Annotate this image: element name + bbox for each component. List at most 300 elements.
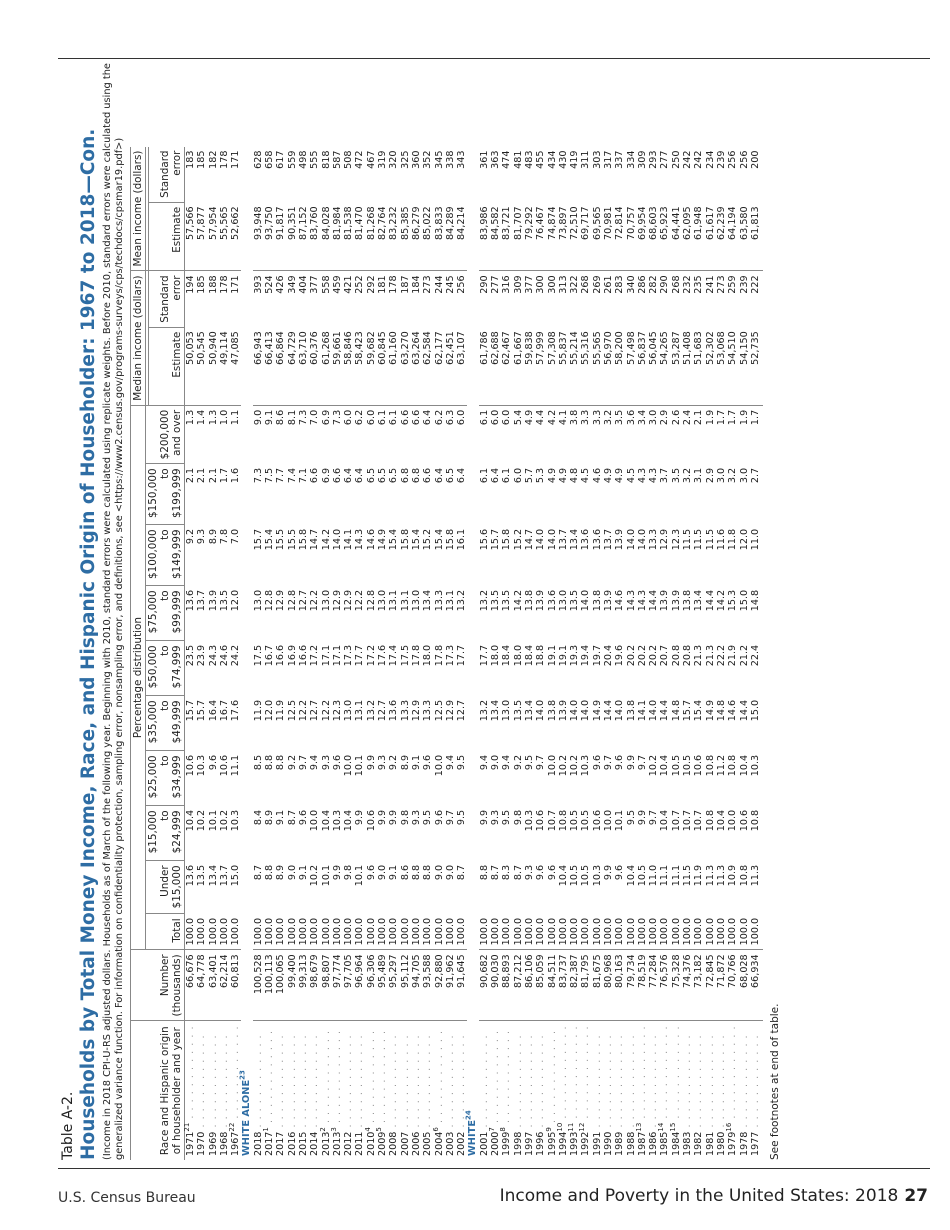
cell-median-estimate: 52,735 [750,327,763,405]
cell-total: 100.0 [705,914,716,950]
cell-mean-se: 242 [693,150,705,169]
cell-b6: 12.8 [264,589,276,612]
cell-b8: 3.2 [727,467,739,484]
row-year-footnote: 5 [374,1127,383,1132]
table-row [603,147,614,1160]
cell-b8: 4.5 [580,467,592,484]
cell-mean-estimate: 86,279 [411,202,422,271]
cell-b3: 9.9 [625,754,637,771]
cell-b1: 10.2 [309,864,321,887]
cell-b7: 13.3 [648,528,660,551]
row-year [705,1021,716,1160]
cell-b3: 9.7 [297,754,309,771]
row-year-footnote: 6 [431,1127,440,1132]
cell-mean-se: 360 [410,150,422,169]
cell-b1: 9.3 [523,864,535,881]
cell-b1: 13.6 [185,864,196,887]
cell-b6: 13.1 [399,589,411,612]
cell-b5: 19.1 [557,644,569,667]
cell-number: 100,528 [253,950,264,1021]
cell-b5: 22.4 [749,644,761,667]
table-row [309,147,320,1160]
cell-b2: 10.4 [659,809,671,832]
cell-b1: 8.9 [275,864,287,881]
cell-b5: 24.3 [207,644,219,667]
row-year [659,1021,670,1160]
cell-b9: 3.3 [580,409,592,426]
table-title: Households by Total Money Income, Race, and Hispanic Origin of Householder: 1967 to 2018—Con. [78,128,99,1160]
cell-mean-se: 178 [218,150,230,169]
row-year-footnote: 21 [182,1122,191,1132]
table-row [558,147,569,1160]
cell-b3: 9.6 [422,754,434,771]
cell-b1: 9.0 [377,864,389,881]
cell-b3: 10.3 [196,754,208,777]
cell-number: 74,376 [682,950,693,1021]
cell-b6: 12.9 [343,589,355,612]
cell-number: 93,588 [422,950,433,1021]
cell-b8: 4.8 [569,467,581,484]
cell-b3: 9.0 [490,754,502,771]
cell-b9: 7.0 [309,409,321,426]
cell-b6: 13.0 [252,589,264,612]
cell-b6: 13.5 [490,589,502,612]
cell-total: 100.0 [750,914,763,950]
cell-median-estimate: 55,316 [580,327,591,405]
cell-b9: 3.4 [636,409,648,426]
leader-dots: . . . . . . . . . . . . [422,1034,434,1132]
cell-b9: 6.2 [433,409,445,426]
leader-dots: . . . . . . . . . . . . [749,1034,761,1132]
row-year [182,1021,197,1160]
cell-b9: 3.8 [569,409,581,426]
cell-b5: 17.2 [309,644,321,667]
cell-number: 96,964 [354,950,365,1021]
cell-b6: 13.1 [444,589,456,612]
cell-b2: 9.9 [377,809,389,826]
row-year-footnote: 12 [578,1122,587,1132]
cell-number: 92,880 [434,950,445,1021]
cell-mean-estimate: 81,984 [332,202,343,271]
cell-b3: 11.2 [715,754,727,777]
cell-b1: 11.0 [648,864,660,887]
cell-number: 80,163 [614,950,625,1021]
cell-median-se: 459 [331,275,343,294]
row-year-label: 2015 [297,1131,309,1156]
table-row [400,147,411,1160]
cell-b1: 8.3 [501,864,513,881]
cell-b9: 4.2 [546,409,558,426]
leader-dots: . . . . . . . . . . . . [399,1034,411,1132]
row-year-label: 2000 [490,1131,502,1156]
cell-median-se: 313 [557,275,569,294]
row-year [513,1021,524,1160]
cell-total: 100.0 [208,914,219,950]
row-year-label: 2001 [478,1131,490,1156]
cell-b1: 9.1 [388,864,400,881]
table-row [241,147,252,1160]
cell-mean-se: 361 [478,150,490,169]
cell-total: 100.0 [309,914,320,950]
cell-b3: 9.5 [523,754,535,771]
cell-median-se: 194 [185,275,196,294]
cell-b2: 9.9 [478,809,490,826]
cell-b8: 6.4 [354,467,366,484]
cell-mean-se: 171 [230,150,242,169]
cell-mean-estimate: 63,580 [739,202,750,271]
table-row [739,147,750,1160]
cell-mean-estimate: 73,897 [558,202,569,271]
cell-b8: 5.7 [523,467,535,484]
cell-b4: 11.9 [252,699,264,722]
cell-median-estimate: 54,265 [659,327,670,405]
cell-b5: 17.8 [433,644,445,667]
cell-b5: 20.2 [636,644,648,667]
cell-b9: 1.9 [704,409,716,426]
cell-b1: 11.5 [682,864,694,887]
cell-b3: 9.4 [444,754,456,771]
cell-b6: 12.8 [365,589,377,612]
cell-median-se: 322 [569,275,581,294]
cell-b5: 18.4 [523,644,535,667]
cell-b5: 21.3 [704,644,716,667]
cell-b4: 12.2 [297,699,309,722]
cell-b7: 15.6 [478,528,490,551]
cell-b4: 13.4 [523,699,535,722]
leader-dots: . . . . . . . . . . . . [331,1029,343,1128]
cell-b1: 10.9 [727,864,739,887]
cell-b2: 9.9 [636,809,648,826]
cell-b7: 13.9 [614,528,626,551]
cell-b7: 12.3 [670,528,682,551]
cell-b7: 11.5 [704,528,716,551]
cell-b6: 14.3 [625,589,637,612]
cell-median-estimate: 56,045 [648,327,659,405]
header-median-income: Median income (dollars) [131,271,146,405]
leader-dots: . . . . . . . . . . . . [670,1025,682,1123]
leader-dots: . . . . . . . . . . . . [264,1029,276,1128]
cell-total: 100.0 [524,914,535,950]
header-mean-estimate: Estimate [149,202,185,271]
cell-b8: 4.9 [614,467,626,484]
cell-total: 100.0 [434,914,445,950]
leader-dots: . . . . . . . . . . . . [738,1034,750,1132]
cell-mean-se: 239 [715,150,727,169]
table-row [479,147,490,1160]
cell-mean-se: 200 [749,150,761,169]
cell-mean-se: 345 [433,150,445,169]
row-year-footnote: 15 [668,1122,677,1132]
cell-median-se: 300 [535,275,547,294]
row-year [580,1021,591,1160]
footer-title [500,1186,928,1206]
cell-b3: 10.0 [343,754,355,777]
cell-b4: 16.7 [218,699,230,722]
cell-mean-se: 185 [196,150,208,169]
cell-b3: 10.3 [580,754,592,777]
row-year [592,1021,603,1160]
cell-mean-estimate: 81,470 [354,202,365,271]
cell-number: 96,306 [366,950,377,1021]
cell-median-estimate: 50,053 [185,327,197,405]
table-row [535,147,546,1160]
cell-median-estimate: 61,667 [513,327,524,405]
section-heading [241,147,252,1160]
cell-b3: 10.6 [693,754,705,777]
cell-median-estimate: 55,214 [569,327,580,405]
cell-b5: 20.8 [670,644,682,667]
cell-b7: 12.0 [738,528,750,551]
cell-median-estimate: 66,864 [275,327,286,405]
cell-median-se: 245 [444,275,456,294]
leader-dots: . . . . . . . . . . . . [546,1029,558,1128]
cell-median-estimate: 57,999 [535,327,546,405]
cell-b2: 10.3 [331,809,343,832]
cell-median-se: 241 [704,275,716,294]
cell-b3: 10.6 [185,754,196,777]
cell-number: 70,766 [727,950,738,1021]
cell-total: 100.0 [580,914,591,950]
cell-b2: 8.4 [252,809,264,826]
row-year [275,1021,286,1160]
cell-median-se: 268 [670,275,682,294]
cell-b7: 14.9 [377,528,389,551]
cell-b7: 9.3 [196,528,208,545]
cell-b8: 6.4 [456,467,468,484]
cell-mean-se: 472 [354,150,366,169]
cell-b4: 17.6 [230,699,242,722]
table-row [626,147,637,1160]
cell-b6: 14.3 [636,589,648,612]
row-year [400,1021,411,1160]
cell-b8: 1.7 [218,467,230,484]
cell-mean-estimate: 93,750 [264,202,275,271]
cell-b5: 16.9 [286,644,298,667]
cell-b1: 10.8 [738,864,750,887]
cell-b2: 9.7 [648,809,660,826]
row-year [354,1021,365,1160]
leader-dots: . . . . . . . . . . . . [275,1034,287,1132]
cell-median-estimate: 55,837 [558,327,569,405]
cell-b4: 13.2 [478,699,490,722]
cell-b1: 11.1 [659,864,671,887]
cell-number: 99,400 [287,950,298,1021]
cell-total: 100.0 [253,914,264,950]
cell-b5: 17.5 [252,644,264,667]
cell-b8: 4.9 [546,467,558,484]
cell-number: 85,059 [535,950,546,1021]
cell-median-estimate: 51,683 [693,327,704,405]
cell-total: 100.0 [230,914,241,950]
cell-median-se: 292 [365,275,377,294]
cell-b1: 9.6 [614,864,626,881]
cell-b4: 14.0 [535,699,547,722]
cell-mean-se: 455 [535,150,547,169]
cell-b2: 10.1 [614,809,626,832]
cell-median-estimate: 61,268 [321,327,332,405]
cell-b8: 6.1 [478,467,490,484]
cell-b5: 23.9 [196,644,208,667]
cell-b8: 6.4 [490,467,502,484]
table-row [637,147,648,1160]
cell-total: 100.0 [287,914,298,950]
row-year [287,1021,298,1160]
cell-b1: 9.6 [535,864,547,881]
cell-total: 100.0 [185,914,197,950]
cell-b4: 15.0 [749,699,761,722]
cell-b9: 1.7 [727,409,739,426]
cell-b7: 14.6 [365,528,377,551]
row-year [487,1021,502,1160]
cell-median-se: 268 [580,275,592,294]
cell-b2: 9.5 [625,809,637,826]
leader-dots: . . . . . . . . . . . . [569,1025,581,1123]
cell-median-estimate: 59,838 [524,327,535,405]
cell-b9: 6.6 [399,409,411,426]
row-year [219,1021,230,1160]
table-row [230,147,241,1160]
cell-mean-estimate: 81,538 [343,202,354,271]
rotated-table-page [60,50,930,1160]
row-year-footnote: 7 [487,1127,496,1132]
cell-b4: 13.4 [490,699,502,722]
cell-b4: 14.0 [648,699,660,722]
row-year-label: 1999 [501,1131,513,1156]
cell-number: 94,705 [411,950,422,1021]
cell-b5: 17.7 [478,644,490,667]
cell-mean-estimate: 69,565 [592,202,603,271]
cell-b3: 8.5 [252,754,264,771]
cell-mean-se: 343 [456,150,468,169]
cell-median-se: 377 [309,275,321,294]
cell-b8: 2.9 [704,467,716,484]
cell-b2: 10.8 [557,809,569,832]
cell-median-estimate: 56,837 [637,327,648,405]
cell-b3: 10.2 [557,754,569,777]
leader-dots: . . . . . . . . . . . . [478,1034,490,1132]
row-year-label: 2018 [252,1131,264,1156]
cell-b4: 13.5 [512,699,524,722]
cell-number: 90,682 [479,950,490,1021]
row-year-label: 1997 [523,1131,535,1156]
cell-b6: 13.9 [207,589,219,612]
row-year [208,1021,219,1160]
cell-b1: 8.8 [410,864,422,881]
cell-mean-estimate: 83,760 [309,202,320,271]
cell-b1: 8.7 [252,864,264,881]
row-year [544,1021,558,1160]
cell-b6: 13.9 [659,589,671,612]
cell-b6: 13.0 [320,589,332,612]
cell-mean-estimate: 83,232 [388,202,399,271]
row-year-label: 2013 [320,1131,332,1156]
cell-mean-se: 256 [727,150,739,169]
leader-dots: . . . . . . . . . . . . [354,1034,366,1132]
cell-b4: 13.9 [557,699,569,722]
cell-median-estimate: 61,160 [388,327,399,405]
cell-b9: 3.0 [648,409,660,426]
cell-total: 100.0 [682,914,693,950]
cell-median-se: 393 [252,275,264,294]
cell-median-se: 269 [591,275,603,294]
cell-number: 66,676 [185,950,197,1021]
cell-b5: 16.6 [275,644,287,667]
cell-b6: 13.5 [218,589,230,612]
cell-mean-estimate: 85,385 [400,202,411,271]
row-year-label: 1991 [591,1131,603,1156]
cell-b1: 11.1 [670,864,682,887]
table-row [547,147,558,1160]
leader-dots: . . . . . . . . . . . . [727,1025,739,1123]
cell-b2: 8.7 [286,809,298,826]
cell-b6: 13.1 [388,589,400,612]
cell-total: 100.0 [637,914,648,950]
cell-b7: 14.0 [546,528,558,551]
cell-b9: 4.1 [557,409,569,426]
row-year-label: 1979 [727,1131,739,1156]
cell-mean-estimate: 90,351 [287,202,298,271]
cell-median-estimate: 52,302 [705,327,716,405]
row-year-label: 2017 [275,1131,287,1156]
table-row [456,147,467,1160]
cell-mean-estimate: 61,948 [693,202,704,271]
cell-b9: 7.3 [297,409,309,426]
cell-total: 100.0 [321,914,332,950]
cell-median-se: 316 [501,275,513,294]
cell-median-estimate: 62,688 [490,327,501,405]
row-year-label: 2009 [377,1131,389,1156]
cell-mean-estimate: 83,833 [434,202,445,271]
row-year [501,1021,512,1160]
cell-median-se: 421 [343,275,355,294]
cell-median-se: 181 [377,275,389,294]
cell-total: 100.0 [196,914,207,950]
cell-mean-se: 325 [399,150,411,169]
cell-b4: 13.0 [501,699,513,722]
cell-b6: 13.6 [546,589,558,612]
cell-b8: 6.1 [501,467,513,484]
page-number: 27 [904,1186,928,1206]
cell-b2: 8.9 [264,809,276,826]
row-year-label: 1977 [749,1131,761,1156]
row-year [693,1021,704,1160]
cell-mean-se: 311 [580,150,592,169]
row-year-label: 1967 [230,1131,242,1156]
table-row [671,147,682,1160]
cell-b5: 24.6 [218,644,230,667]
cell-b1: 10.5 [569,864,581,887]
cell-mean-estimate: 81,707 [513,202,524,271]
cell-b8: 7.3 [252,467,264,484]
cell-b5: 17.1 [331,644,343,667]
cell-b8: 4.6 [591,467,603,484]
table-row [682,147,693,1160]
cell-b3: 10.0 [433,754,445,777]
cell-b5: 19.1 [546,644,558,667]
cell-b1: 8.8 [478,864,490,881]
leader-dots: . . . . . . . . . . . . [207,1034,219,1132]
cell-number: 100,113 [264,950,275,1021]
cell-median-estimate: 50,545 [196,327,207,405]
cell-b8: 6.9 [320,467,332,484]
row-year-label: 2008 [388,1131,400,1156]
row-year [431,1021,445,1160]
header-mean-se: Standard error [149,147,185,203]
cell-b2: 10.4 [343,809,355,832]
table-row [287,147,298,1160]
cell-b4: 14.8 [715,699,727,722]
cell-number: 66,934 [750,950,763,1021]
